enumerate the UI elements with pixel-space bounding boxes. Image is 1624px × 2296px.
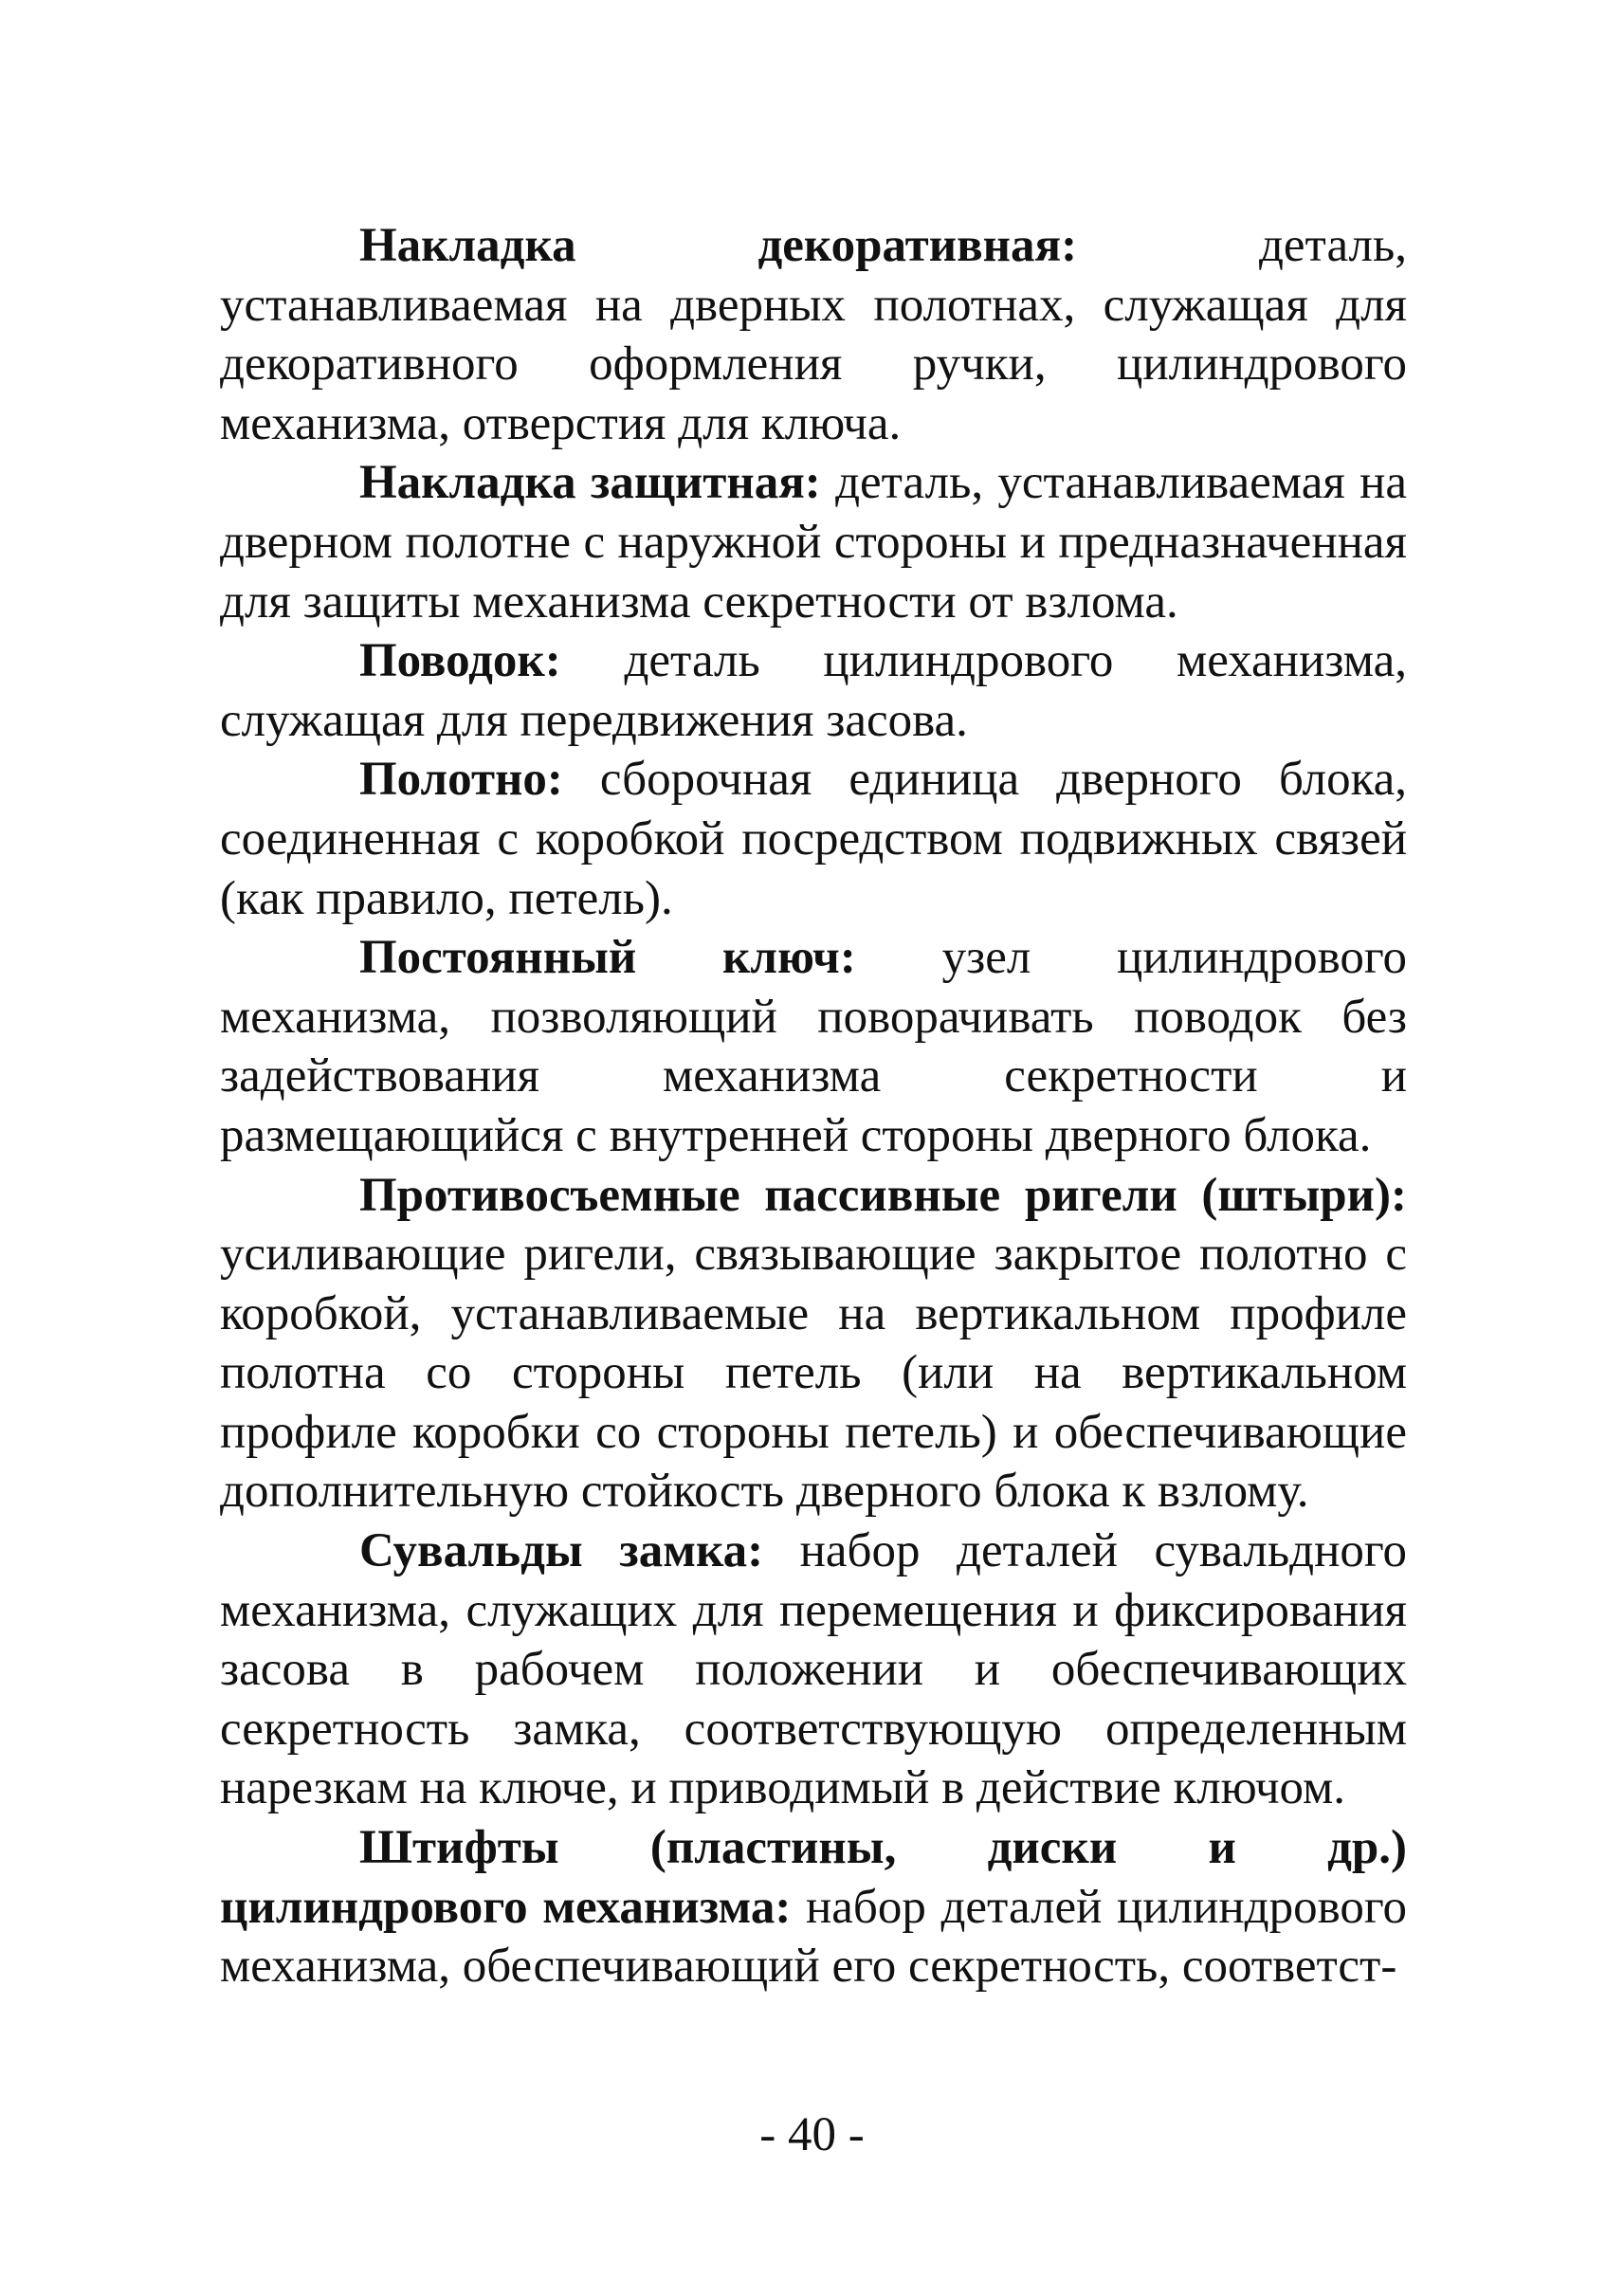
glossary-definition: деталь, устанавливаемая на дверном полотне с наружной стороны и предназначенная для защиты механизма секретности от взлома. bbox=[220, 456, 1408, 629]
glossary-text bbox=[220, 216, 1407, 1996]
glossary-term: Накладка декоративная: bbox=[359, 219, 1078, 272]
glossary-definition: сборочная единица дверного блока, соединенная с коробкой посредством подвижных связей (как правило, петель). bbox=[220, 753, 1407, 925]
glossary-entry-lock-levers bbox=[220, 1522, 1407, 1818]
glossary-entry-cylinder-pins bbox=[220, 1818, 1407, 1996]
glossary-entry-door-leaf bbox=[220, 750, 1407, 928]
glossary-term: Полотно: bbox=[359, 753, 563, 807]
glossary-term: Постоянный ключ: bbox=[359, 931, 856, 985]
glossary-entry-anti-removal-bolts bbox=[220, 1166, 1407, 1522]
glossary-term: Противосъемные пассивные ригели (штыри): bbox=[359, 1168, 1407, 1222]
glossary-entry-decorative-plate bbox=[220, 216, 1407, 453]
glossary-definition: набор деталей цилиндрового механизма, обеспечивающий его секретность, соответст- bbox=[220, 1880, 1407, 1994]
glossary-entry-protective-plate bbox=[220, 453, 1407, 631]
glossary-term: Сувальды замка: bbox=[359, 1524, 764, 1578]
glossary-entry-permanent-key bbox=[220, 928, 1407, 1165]
glossary-definition: узел цилиндрового механизма, позволяющий поворачивать поводок без задействования механизма секретности и размещающийся с внутренней стороны дверного блока. bbox=[220, 931, 1407, 1162]
glossary-term: Поводок: bbox=[359, 634, 561, 688]
glossary-definition: деталь цилиндрового механизма, служащая для передвижения засова. bbox=[220, 634, 1408, 747]
glossary-entry-driver bbox=[220, 631, 1407, 750]
glossary-term: Накладка защитная: bbox=[359, 456, 821, 510]
glossary-term: Штифты (пластины, диски и др.) цилиндрового механизма: bbox=[220, 1821, 1407, 1934]
glossary-definition: набор деталей сувальдного механизма, служащих для перемещения и фиксирования засова в рабочем положении и обеспечивающих секретность замка, соответствующую определенным нарезкам на ключе, и приводимый в действие ключом. bbox=[220, 1524, 1408, 1815]
glossary-definition: деталь, устанавливаемая на дверных полотнах, служащая для декоративного оформления ручки, цилиндрового механизма, отверстия для ключа. bbox=[220, 219, 1407, 450]
page-number: - 40 - bbox=[759, 2108, 865, 2161]
glossary-definition: усиливающие ригели, связывающие закрытое полотно с коробкой, устанавливаемые на вертикальном профиле полотна со стороны петель (или на вертикальном профиле коробки со стороны петель) и обеспечивающие дополнительную стойкость дверного блока к взлому. bbox=[220, 1228, 1407, 1519]
